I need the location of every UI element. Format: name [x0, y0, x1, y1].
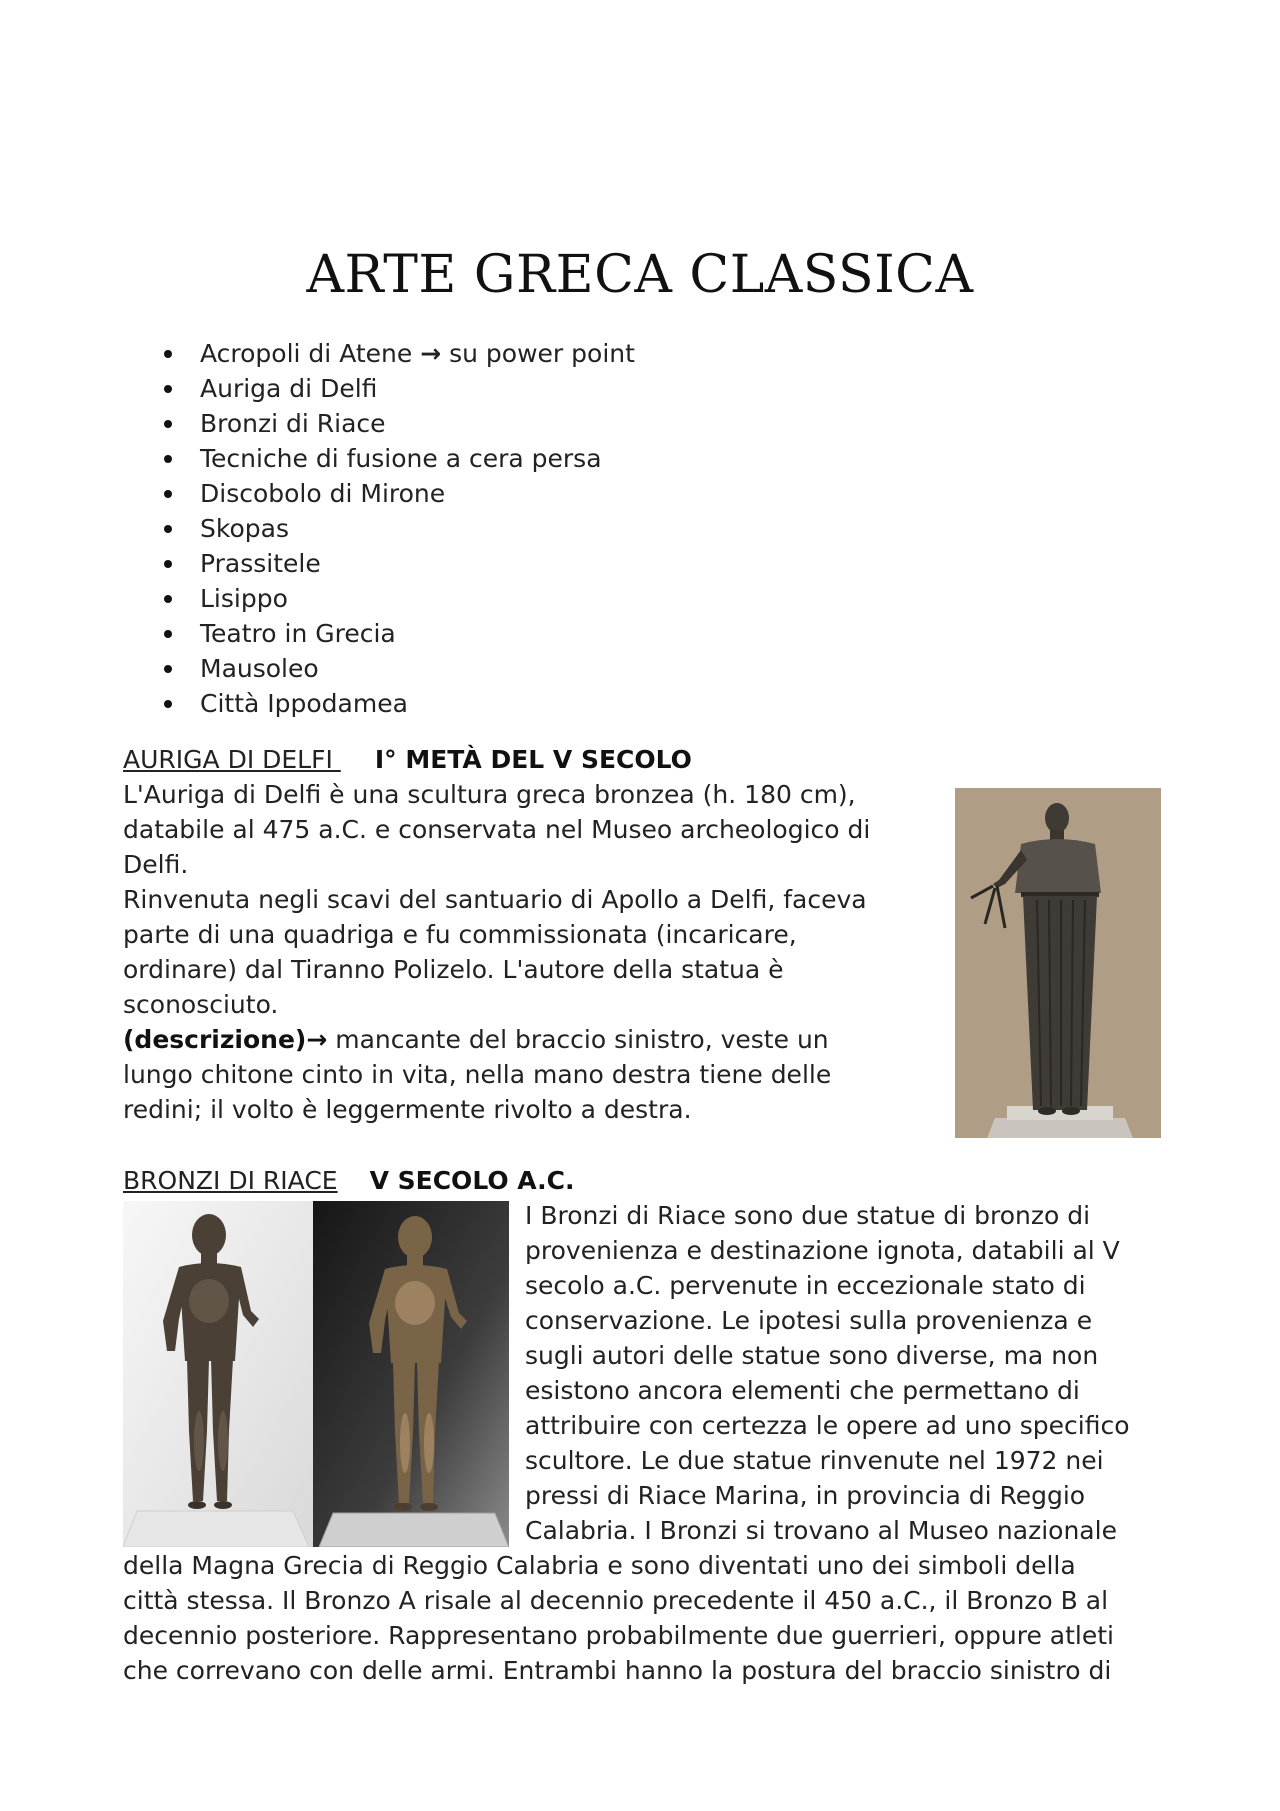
list-item: Skopas: [160, 511, 635, 546]
auriga-statue-figure: [955, 788, 1161, 1138]
list-item: Auriga di Delfi: [160, 371, 635, 406]
arrow-icon: →: [306, 1025, 328, 1054]
list-item: Città Ippodamea: [160, 686, 635, 721]
arrow-icon: →: [420, 339, 442, 368]
bullet-icon: [164, 630, 172, 638]
auriga-heading: [123, 742, 692, 777]
auriga-statue-image: [955, 788, 1161, 1138]
bronzi-statues-image: [123, 1201, 509, 1547]
bullet-icon: [164, 560, 172, 568]
bronzi-side-text: I Bronzi di Riace sono due statue di bronzo di provenienza e destinazione ignota, databili al V secolo a.C. pervenute in eccezionale stato di conservazione. Le ipotesi sulla provenienza e sugli autori delle statue sono diverse, ma non esistono ancora elementi che permettano di attribuire con certezza le opere ad uno specifico scultore. Le due statue rinvenute nel 1972 nei pressi di Riace Marina, in provincia di Reggio Calabria. I Bronzi si trovano al Museo nazionale: [525, 1201, 1130, 1545]
auriga-heading-label: AURIGA DI DELFI: [123, 745, 341, 774]
bullet-icon: [164, 490, 172, 498]
list-item: Discobolo di Mirone: [160, 476, 635, 511]
list-item: Mausoleo: [160, 651, 635, 686]
bullet-icon: [164, 595, 172, 603]
list-item: Tecniche di fusione a cera persa: [160, 441, 635, 476]
bullet-icon: [164, 665, 172, 673]
topic-list: [160, 336, 635, 721]
auriga-description-line: (descrizione)→ mancante del braccio sinistro, veste un: [123, 1025, 829, 1054]
bullet-icon: [164, 385, 172, 393]
list-item: Teatro in Grecia: [160, 616, 635, 651]
page-title: ARTE GRECA CLASSICA: [306, 245, 974, 305]
auriga-text: L'Auriga di Delfi è una scultura greca bronzea (h. 180 cm), databile al 475 a.C. e conservata nel Museo archeologico di Delfi. Rinvenuta negli scavi del santuario di Apollo a Delfi, faceva parte di una quadriga e fu commissionata (incaricare, ordinare) dal Tiranno Polizelo. L'autore della statua è sconosciuto. (descrizione)→ mancante del braccio sinistro, veste un lungo chitone cinto in vita, nella mano destra tiene delle redini; il volto è leggermente rivolto a destra.: [123, 777, 933, 1127]
bullet-icon: [164, 525, 172, 533]
auriga-heading-era: I° METÀ DEL V SECOLO: [374, 745, 692, 774]
list-item: Acropoli di Atene → su power point: [160, 336, 635, 371]
bronzi-heading: [123, 1163, 574, 1198]
bronzi-statues-figure: [123, 1201, 509, 1547]
bullet-icon: [164, 420, 172, 428]
bullet-icon: [164, 350, 172, 358]
list-item: Prassitele: [160, 546, 635, 581]
bullet-icon: [164, 455, 172, 463]
bronzi-full-text: della Magna Grecia di Reggio Calabria e sono diventati uno dei simboli della città stessa. Il Bronzo A risale al decennio precedente il 450 a.C., il Bronzo B al decennio posteriore. Rappresentano probabilmente due guerrieri, oppure atleti che correvano con delle armi. Entrambi hanno la postura del braccio sinistro di: [123, 1551, 1114, 1685]
bullet-icon: [164, 700, 172, 708]
list-item: Bronzi di Riace: [160, 406, 635, 441]
bronzi-heading-era: V SECOLO A.C.: [369, 1166, 575, 1195]
bronzi-heading-label: BRONZI DI RIACE: [123, 1166, 338, 1195]
list-item: Lisippo: [160, 581, 635, 616]
